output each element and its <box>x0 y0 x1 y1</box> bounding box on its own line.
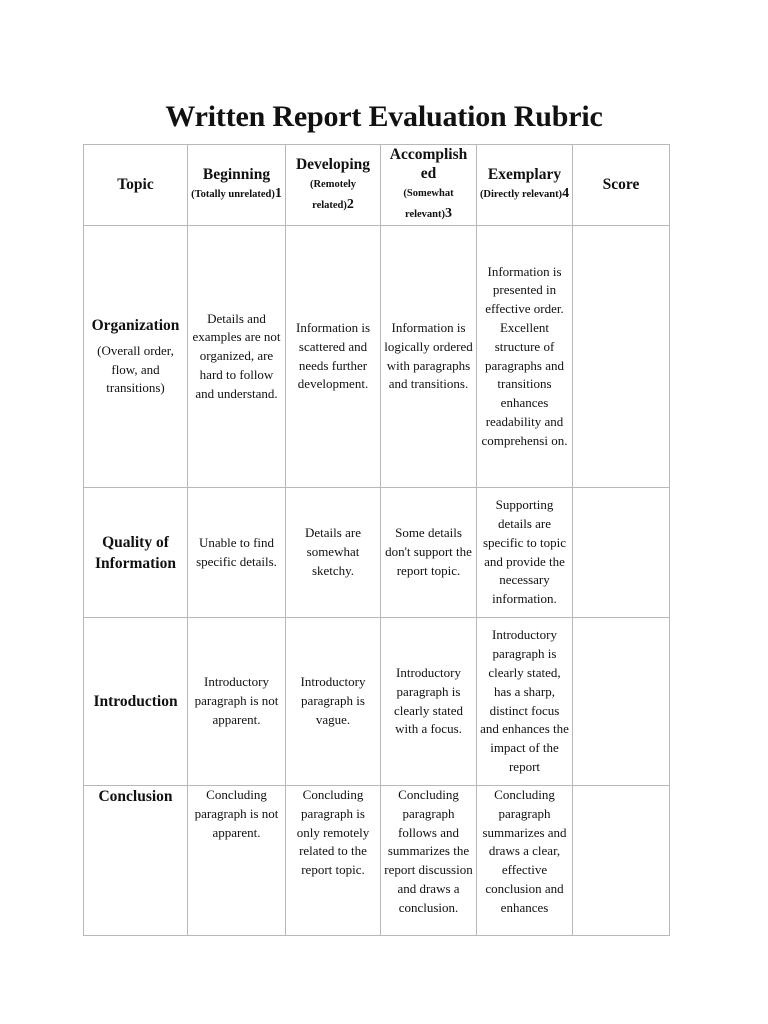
criteria-cell: Unable to find specific details. <box>188 488 286 618</box>
criteria-cell: Information is scattered and needs further development. <box>286 226 381 488</box>
table-row-organization <box>84 226 670 488</box>
criteria-cell: Details and examples are not organized, are hard to follow and understand. <box>188 226 286 488</box>
criteria-cell: Information is logically ordered with paragraphs and transitions. <box>381 226 477 488</box>
topic-cell: Quality of Information <box>84 488 188 618</box>
header-score: Score <box>573 145 670 226</box>
header-beginning: Beginning (Totally unrelated)1 <box>188 145 286 226</box>
table-row-quality <box>84 488 670 618</box>
table-header-row <box>84 145 670 226</box>
criteria-cell: Concluding paragraph follows and summarizes the report discussion and draws a conclusion. <box>381 786 477 936</box>
table-row-introduction <box>84 618 670 786</box>
table-row-conclusion <box>84 786 670 936</box>
score-cell <box>573 786 670 936</box>
topic-cell: Introduction <box>84 618 188 786</box>
score-cell <box>573 488 670 618</box>
criteria-cell: Introductory paragraph is vague. <box>286 618 381 786</box>
criteria-cell: Information is presented in effective order. Excellent structure of paragraphs and transitions enhances readability and comprehensi on. <box>477 226 573 488</box>
criteria-cell: Introductory paragraph is clearly stated with a focus. <box>381 618 477 786</box>
page-title: Written Report Evaluation Rubric <box>165 100 603 133</box>
rubric-table <box>83 144 670 936</box>
score-cell <box>573 226 670 488</box>
header-topic: Topic <box>84 145 188 226</box>
criteria-cell: Concluding paragraph summarizes and draws a clear, effective conclusion and enhances <box>477 786 573 936</box>
criteria-cell: Concluding paragraph is not apparent. <box>188 786 286 936</box>
header-accomplished: Accomplish ed (Somewhat relevant)3 <box>381 145 477 226</box>
criteria-cell: Details are somewhat sketchy. <box>286 488 381 618</box>
criteria-cell: Some details don't support the report topic. <box>381 488 477 618</box>
topic-cell: Organization (Overall order, flow, and transitions) <box>84 226 188 488</box>
criteria-cell: Concluding paragraph is only remotely related to the report topic. <box>286 786 381 936</box>
score-cell <box>573 618 670 786</box>
criteria-cell: Introductory paragraph is not apparent. <box>188 618 286 786</box>
criteria-cell: Supporting details are specific to topic and provide the necessary information. <box>477 488 573 618</box>
header-developing: Developing (Remotely related)2 <box>286 145 381 226</box>
criteria-cell: Introductory paragraph is clearly stated, has a sharp, distinct focus and enhances the impact of the report <box>477 618 573 786</box>
topic-cell: Conclusion <box>84 786 188 936</box>
header-exemplary: Exemplary (Directly relevant)4 <box>477 145 573 226</box>
